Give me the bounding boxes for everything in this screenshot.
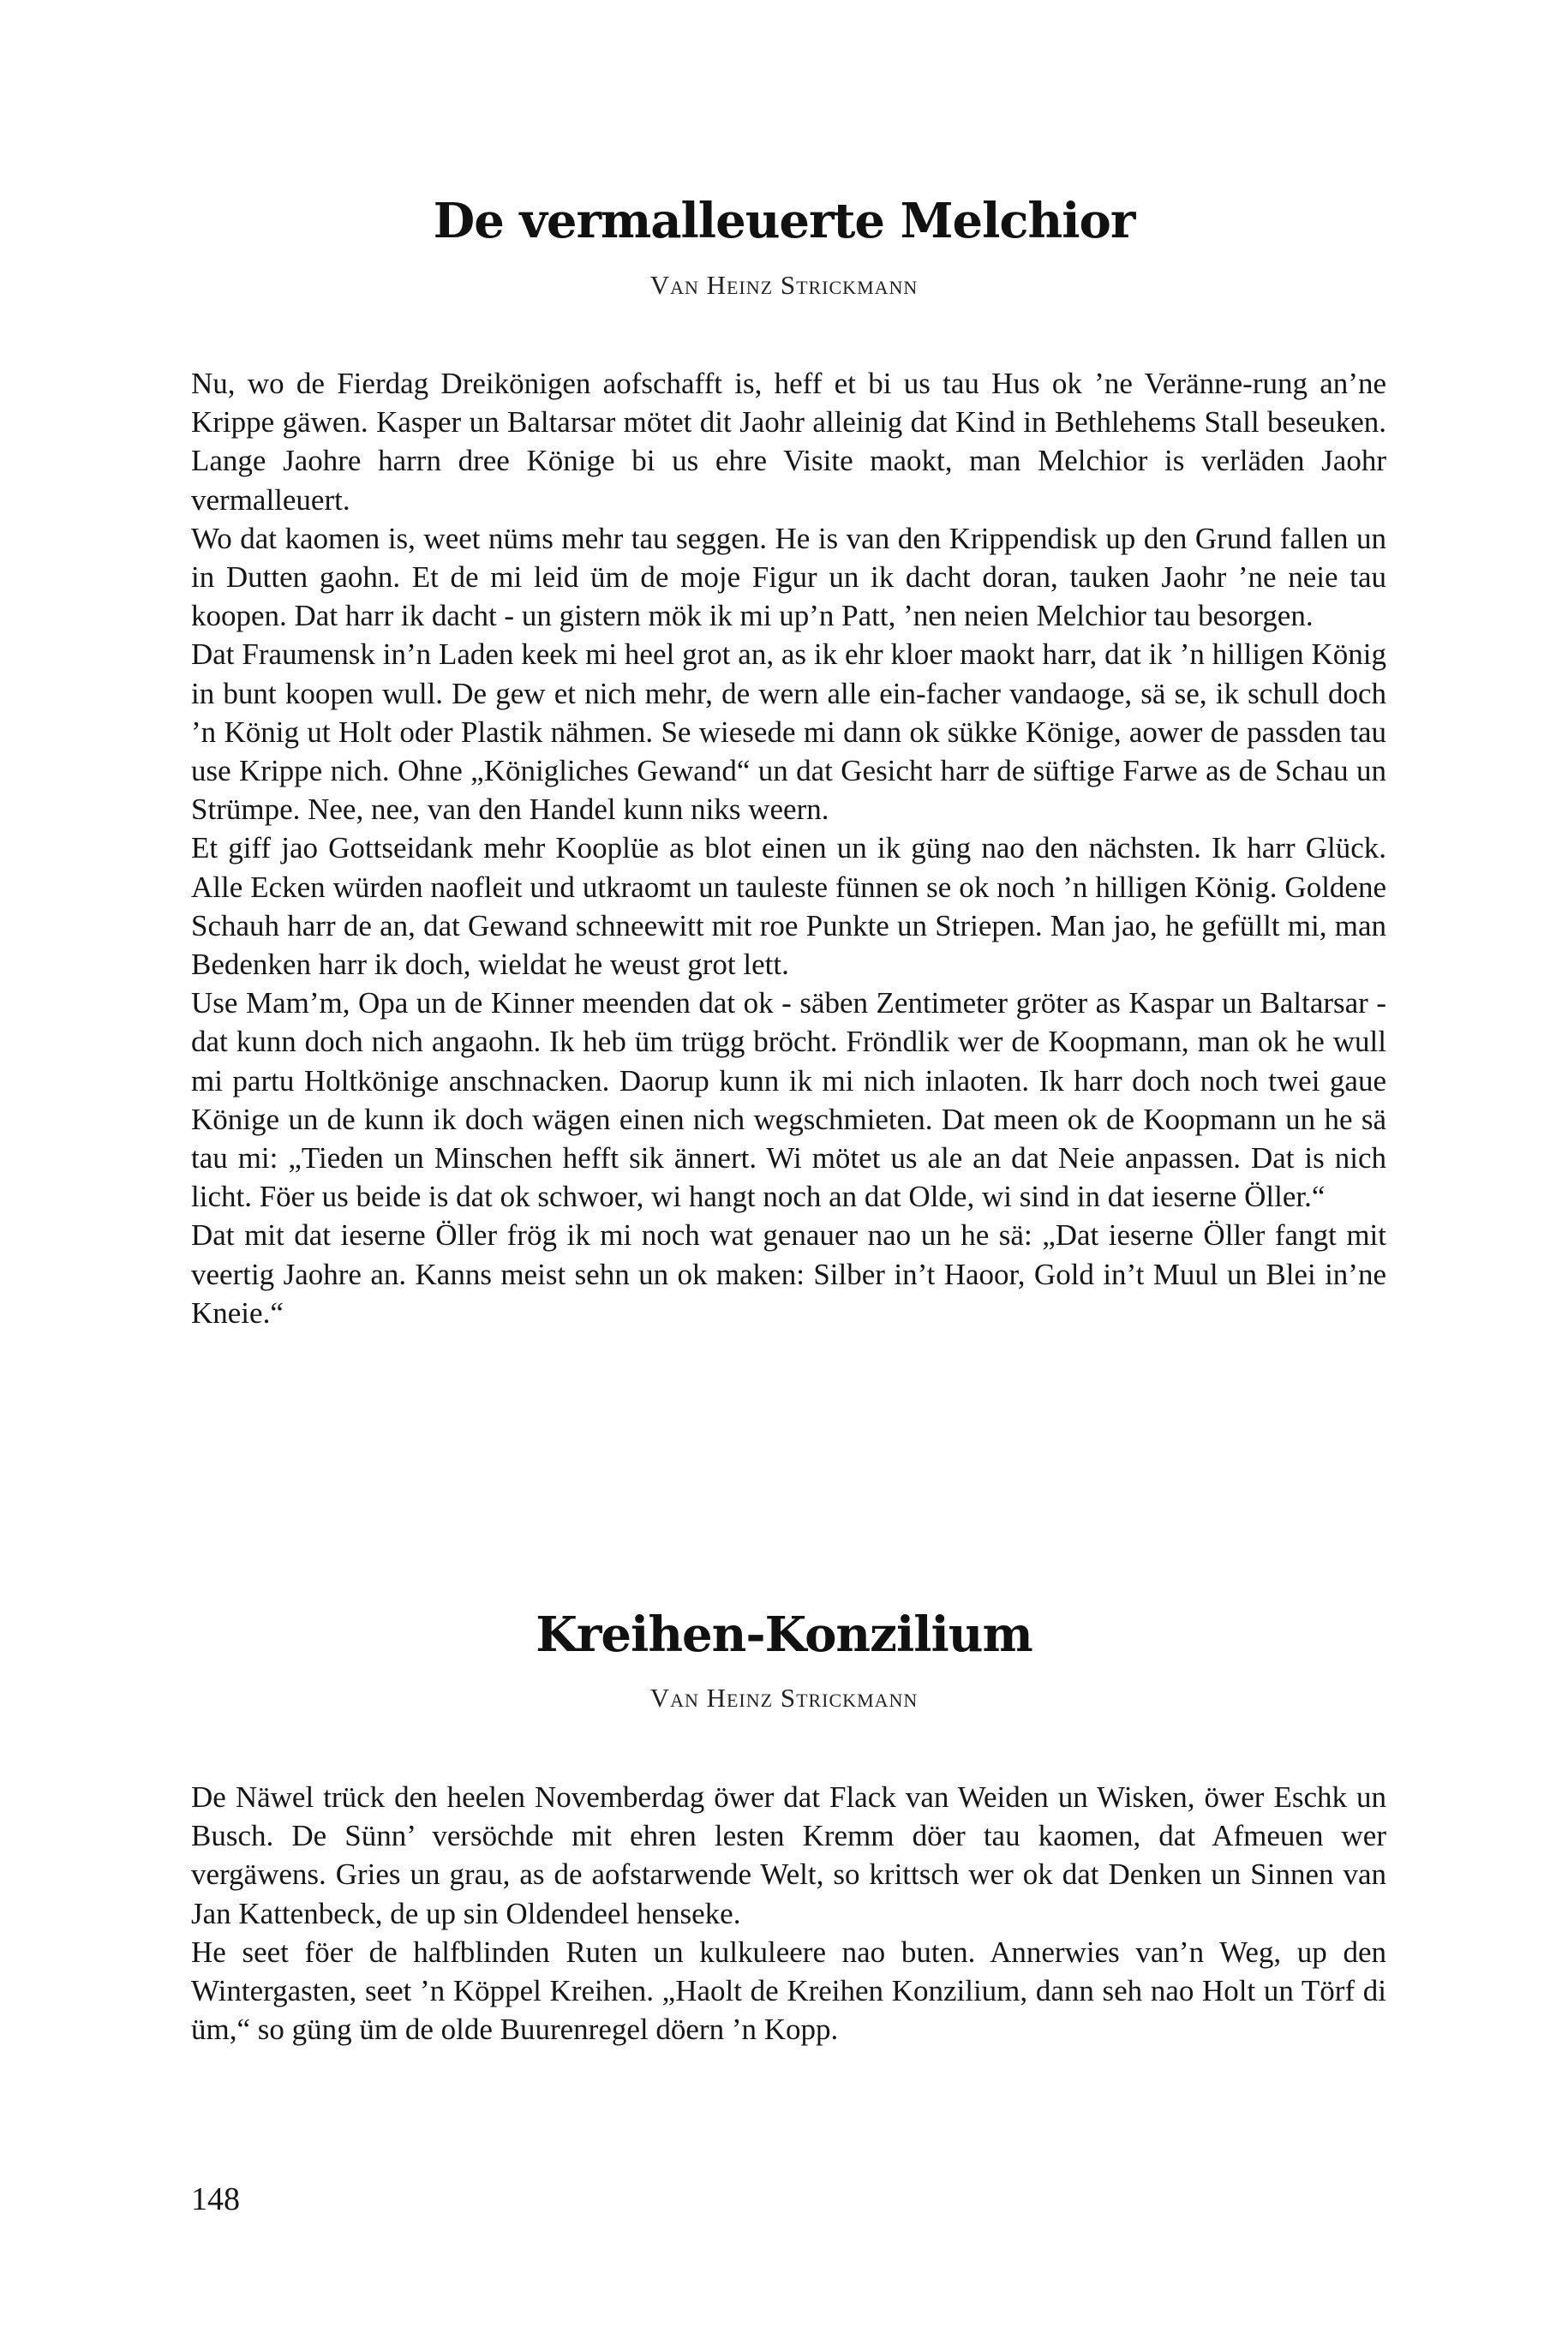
article-byline: Van Heinz Strickmann: [649, 1683, 919, 1713]
article-title: Kreihen-Konzilium: [536, 1606, 1032, 1663]
paragraph: Wo dat kaomen is, weet nüms mehr tau seggen. He is van den Krippendisk up den Grund fallen un in Dutten gaohn. Et de mi leid üm de moje Figur un ik dacht doran, tauken Jaohr ’ne neie tau koopen. Dat harr ik dacht - un gistern mök ik mi up’n Patt, ’nen neien Melchior tau besorgen.: [191, 521, 1386, 633]
paragraph: Use Mam’m, Opa un de Kinner meenden dat ok - säben Zentimeter gröter as Kaspar un Baltarsar - dat kunn doch nich angaohn. Ik heb üm trügg bröcht. Fröndlik wer de Koopmann, man ok he wull mi partu Holtkönige anschnacken. Daorup kunn ik mi nich inlaoten. Ik harr doch noch twei gaue Könige un de kunn ik doch wägen einen nich wegschmieten. Dat meen ok de Koopmann un he sä tau mi: „Tieden un Minschen hefft sik ännert. Wi mötet us ale an dat Neie anpassen. Dat is nich licht. Föer us beide is dat ok schwoer, wi hangt noch an dat Olde, wi sind in dat ieserne Öller.“: [191, 986, 1386, 1214]
page-number: 148: [191, 2181, 240, 2217]
article-title: De vermalleuerte Melchior: [433, 193, 1135, 249]
paragraph: He seet föer de halfblinden Ruten un kulkuleere nao buten. Annerwies van’n Weg, up den Wintergasten, seet ’n Köppel Kreihen. „Haolt de Kreihen Konzilium, dann seh nao Holt un Törf di üm,“ so güng üm de olde Buurenregel döern ’n Kopp.: [191, 1935, 1386, 2047]
article-body: [191, 364, 1386, 1332]
paragraph: De Näwel trück den heelen Novemberdag öwer dat Flack van Weiden un Wisken, öwer Eschk un Busch. De Sünn’ versöchde mit ehren lesten Kremm döer tau kaomen, dat Afmeuen wer vergäwens. Gries un grau, as de aofstarwende Welt, so krittsch wer ok dat Denken un Sinnen van Jan Kattenbeck, de up sin Oldendeel henseke.: [191, 1780, 1386, 1930]
paragraph: Et giff jao Gottseidank mehr Kooplüe as blot einen un ik güng nao den nächsten. Ik harr Glück. Alle Ecken würden naofleit und utkraomt un tauleste fünnen se ok noch ’n hilligen König. Goldene Schauh harr de an, dat Gewand schneewitt mit roe Punkte un Striepen. Man jao, he gefüllt mi, man Bedenken harr ik doch, wieldat he weust grot lett.: [191, 831, 1386, 982]
paragraph: Nu, wo de Fierdag Dreikönigen aofschafft is, heff et bi us tau Hus ok ’ne Veränne-rung an’ne Krippe gäwen. Kasper un Baltarsar mötet dit Jaohr alleinig dat Kind in Bethlehems Stall beseuken. Lange Jaohre harrn dree Könige bi us ehre Visite maokt, man Melchior is verläden Jaohr vermalleuert.: [191, 367, 1386, 517]
article-byline: Van Heinz Strickmann: [649, 270, 919, 300]
paragraph: Dat mit dat ieserne Öller frög ik mi noch wat genauer nao un he sä: „Dat ieserne Öller fangt mit veertig Jaohre an. Kanns meist sehn un ok maken: Silber in’t Haoor, Gold in’t Muul un Blei in’ne Kneie.“: [191, 1218, 1386, 1330]
paragraph: Dat Fraumensk in’n Laden keek mi heel grot an, as ik ehr kloer maokt harr, dat ik ’n hilligen König in bunt koopen wull. De gew et nich mehr, de wern alle ein-facher vandaoge, sä se, ik schull doch ’n König ut Holt oder Plastik nähmen. Se wiesede mi dann ok sükke Könige, aower de passden tau use Krippe nich. Ohne „Königliches Gewand“ un dat Gesicht harr de süftige Farwe as de Schau un Strümpe. Nee, nee, van den Handel kunn niks weern.: [191, 637, 1386, 827]
article-body: [191, 1778, 1386, 2049]
